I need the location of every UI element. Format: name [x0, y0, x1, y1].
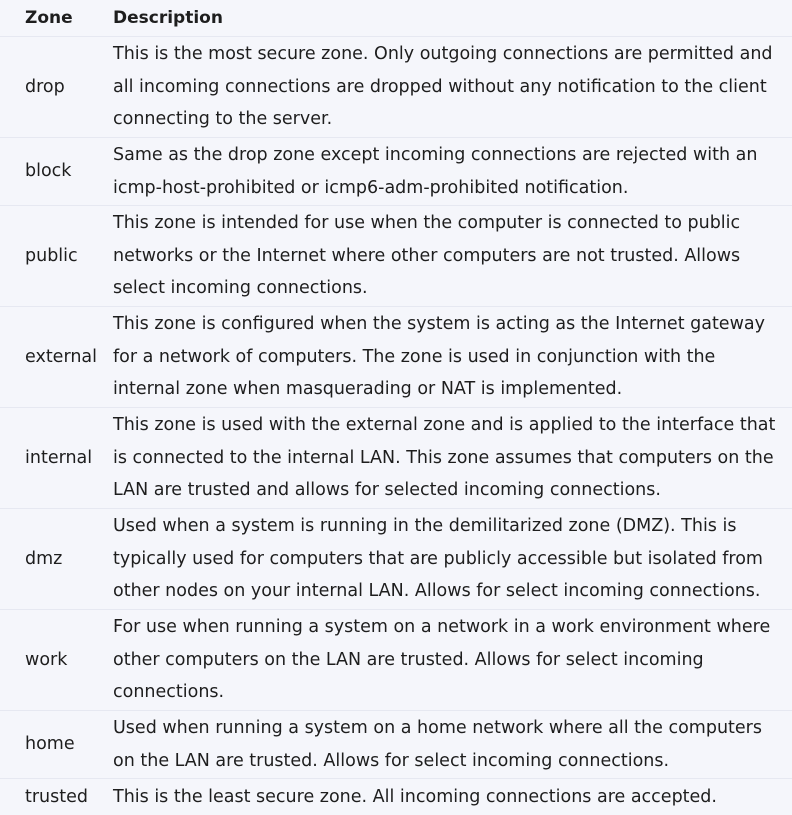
table-row: [0, 610, 792, 711]
zone-column-header: Zone: [0, 0, 113, 37]
zone-name-external: external: [0, 307, 113, 408]
description-column-header: Description: [113, 0, 792, 37]
zone-description-internal: This zone is used with the external zone and is applied to the interface that is connected to the internal LAN. This zone assumes that computers on the LAN are trusted and allows for selected incoming connections.: [113, 408, 792, 509]
zone-description-external: This zone is configured when the system is acting as the Internet gateway for a network of computers. The zone is used in conjunction with the internal zone when masquerading or NAT is implemented.: [113, 307, 792, 408]
zone-description-block: Same as the drop zone except incoming connections are rejected with an icmp-host-prohibited or icmp6-adm-prohibited notification.: [113, 138, 792, 206]
zone-name-trusted: trusted: [0, 779, 113, 815]
zone-name-work: work: [0, 610, 113, 711]
zone-name-dmz: dmz: [0, 509, 113, 610]
zone-name-home: home: [0, 711, 113, 779]
zone-description-work: For use when running a system on a network in a work environment where other computers on the LAN are trusted. Allows for select incoming connections.: [113, 610, 792, 711]
zone-name-internal: internal: [0, 408, 113, 509]
table-row: [0, 408, 792, 509]
zone-description-home: Used when running a system on a home network where all the computers on the LAN are trusted. Allows for select incoming connections.: [113, 711, 792, 779]
zone-name-public: public: [0, 206, 113, 307]
zone-description-public: This zone is intended for use when the computer is connected to public networks or the Internet where other computers are not trusted. Allows select incoming connections.: [113, 206, 792, 307]
zone-name-drop: drop: [0, 37, 113, 138]
table-row: [0, 711, 792, 779]
table-header-row: [0, 0, 792, 37]
zone-description-drop: This is the most secure zone. Only outgoing connections are permitted and all incoming connections are dropped without any notification to the client connecting to the server.: [113, 37, 792, 138]
table-row: [0, 206, 792, 307]
zone-description-trusted: This is the least secure zone. All incoming connections are accepted.: [113, 779, 792, 815]
table-row: [0, 307, 792, 408]
zone-name-block: block: [0, 138, 113, 206]
table-row: [0, 37, 792, 138]
zone-description-dmz: Used when a system is running in the demilitarized zone (DMZ). This is typically used for computers that are publicly accessible but isolated from other nodes on your internal LAN. Allows for select incoming connections.: [113, 509, 792, 610]
table-row: [0, 138, 792, 206]
table-row: [0, 509, 792, 610]
